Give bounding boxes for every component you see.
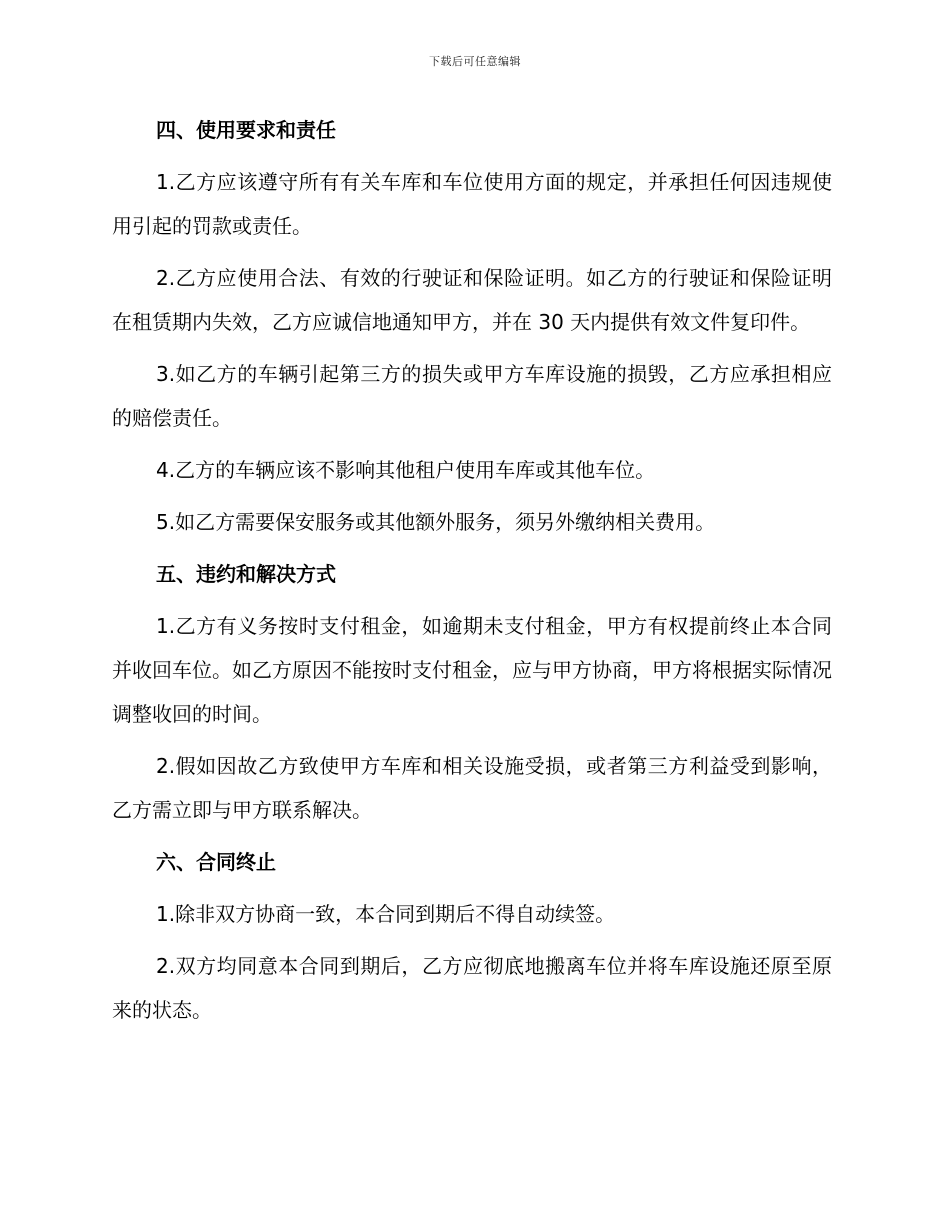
- section-heading: 五、违约和解决方式: [156, 562, 336, 586]
- section-heading: 六、合同终止: [156, 850, 276, 874]
- paragraph: 3.如乙方的车辆引起第三方的损失或甲方车库设施的损毁，乙方应承担相应的赔偿责任。: [112, 362, 832, 430]
- document-body: [112, 108, 832, 1040]
- paragraph: 2.双方均同意本合同到期后，乙方应彻底地搬离车位并将车库设施还原至原来的状态。: [112, 954, 832, 1022]
- paragraph: 2.假如因故乙方致使甲方车库和相关设施受损，或者第三方利益受到影响，乙方需立即与甲方联系解决。: [112, 754, 832, 822]
- paragraph: 1.除非双方协商一致，本合同到期后不得自动续签。: [156, 902, 616, 926]
- section-heading: 四、使用要求和责任: [156, 118, 336, 142]
- paragraph: 1.乙方应该遵守所有有关车库和车位使用方面的规定，并承担任何因违规使用引起的罚款或责任。: [112, 170, 832, 238]
- page-header: 下载后可任意编辑: [429, 55, 521, 68]
- section-4: [112, 108, 832, 544]
- section-6: [112, 840, 832, 1032]
- paragraph: 1.乙方有义务按时支付租金，如逾期未支付租金，甲方有权提前终止本合同并收回车位。如乙方原因不能按时支付租金，应与甲方协商，甲方将根据实际情况调整收回的时间。: [112, 614, 832, 726]
- section-5: [112, 552, 832, 832]
- paragraph: 2.乙方应使用合法、有效的行驶证和保险证明。如乙方的行驶证和保险证明在租赁期内失效，乙方应诚信地通知甲方，并在 30 天内提供有效文件复印件。: [112, 266, 832, 334]
- paragraph: 5.如乙方需要保安服务或其他额外服务，须另外缴纳相关费用。: [156, 510, 716, 534]
- paragraph: 4.乙方的车辆应该不影响其他租户使用车库或其他车位。: [156, 458, 656, 482]
